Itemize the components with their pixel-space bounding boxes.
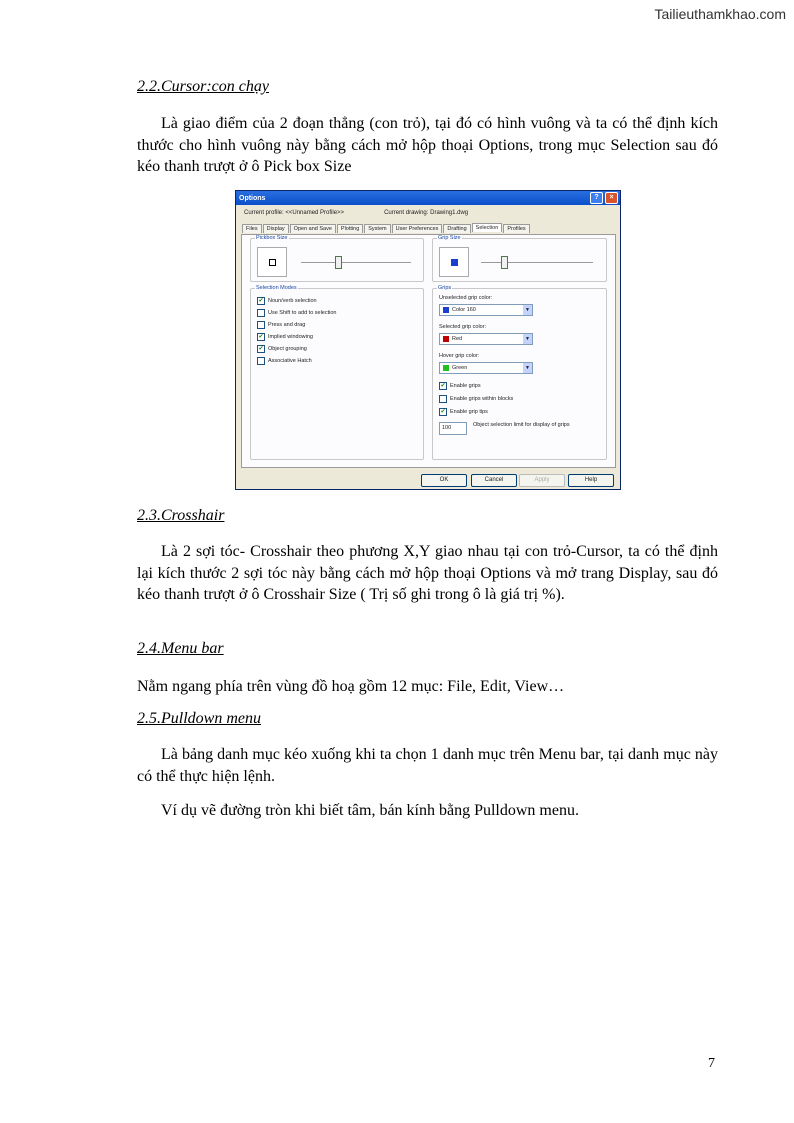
chevron-down-icon[interactable]: ▼ xyxy=(523,334,532,344)
chevron-down-icon[interactable]: ▼ xyxy=(523,305,532,315)
pickbox-square-icon xyxy=(269,259,276,266)
grip-limit-label: Object selection limit for display of grips xyxy=(473,422,570,428)
selected-color-select[interactable]: Red ▼ xyxy=(439,333,533,345)
gripsize-group xyxy=(432,235,607,282)
checkbox-grips-in-blocks[interactable]: Enable grips within blocks xyxy=(439,395,513,403)
chevron-down-icon[interactable]: ▼ xyxy=(523,363,532,373)
help-icon[interactable]: ? xyxy=(590,192,603,204)
hover-swatch xyxy=(443,365,449,371)
pickbox-preview xyxy=(257,247,287,277)
options-dialog xyxy=(235,190,621,490)
unselected-color-select[interactable]: Color 160 ▼ xyxy=(439,304,533,316)
tab-profiles[interactable]: Profiles xyxy=(503,224,529,233)
heading-pulldown: 2.5.Pulldown menu xyxy=(137,710,261,727)
grip-slider-track[interactable] xyxy=(481,262,593,263)
paragraph-pulldown-2: Ví dụ vẽ đường tròn khi biết tâm, bán kính bằng Pulldown menu. xyxy=(161,802,579,819)
apply-button[interactable]: Apply xyxy=(519,474,565,487)
hover-color-label: Hover grip color: xyxy=(439,353,480,359)
tab-selection[interactable]: Selection xyxy=(472,223,503,232)
dialog-tabs xyxy=(242,224,531,233)
unselected-color-label: Unselected grip color: xyxy=(439,295,493,301)
pickbox-slider-track[interactable] xyxy=(301,262,411,263)
close-icon[interactable]: × xyxy=(605,192,618,204)
paragraph-crosshair: Là 2 sợi tóc- Crosshair theo phương X,Y giao nhau tại con trỏ-Cursor, ta có thể định lại kích thước 2 sợi tóc này bằng cách mở hộp thoại Options và mở trang Display, sau đó kéo thanh trượt ở ô Crosshair Size ( Trị số ghi trong ô là giá trị %). xyxy=(137,543,718,603)
grip-slider-thumb[interactable] xyxy=(501,256,508,269)
tab-files[interactable]: Files xyxy=(242,224,262,233)
checkbox-associative-hatch[interactable]: Associative Hatch xyxy=(257,357,312,365)
grip-limit-input[interactable]: 100 xyxy=(439,422,467,435)
checkbox-enable-grips[interactable]: ✔ Enable grips xyxy=(440,383,481,389)
checkbox-shift-add[interactable]: Use Shift to add to selection xyxy=(257,309,336,317)
tab-user-preferences[interactable]: User Preferences xyxy=(392,224,443,233)
heading-cursor: 2.2.Cursor:con chạy xyxy=(137,78,269,95)
tab-system[interactable]: System xyxy=(364,224,390,233)
cancel-button[interactable]: Cancel xyxy=(471,474,517,487)
paragraph-pulldown-1: Là bảng danh mục kéo xuống khi ta chọn 1 danh mục trên Menu bar, tại danh mục này có thể thực hiện lệnh. xyxy=(137,746,718,785)
tab-plotting[interactable]: Plotting xyxy=(337,224,363,233)
current-profile: Current profile: <<Unnamed Profile>> xyxy=(244,210,345,216)
grip-preview xyxy=(439,247,469,277)
help-button[interactable]: Help xyxy=(568,474,614,487)
heading-crosshair: 2.3.Crosshair xyxy=(137,507,225,524)
pickbox-label: Pickbox Size xyxy=(256,235,288,241)
heading-menubar: 2.4.Menu bar xyxy=(137,640,224,657)
checkbox-press-drag[interactable]: Press and drag xyxy=(257,321,305,329)
tab-display[interactable]: Display xyxy=(263,224,289,233)
dialog-title: Options xyxy=(239,194,266,202)
paragraph-menubar: Nằm ngang phía trên vùng đồ hoạ gồm 12 mục: File, Edit, View… xyxy=(137,678,565,695)
page-number: 7 xyxy=(708,1056,715,1071)
tab-open-save[interactable]: Open and Save xyxy=(290,224,336,233)
selected-color-label: Selected grip color: xyxy=(439,324,487,330)
pickbox-group xyxy=(250,235,424,282)
selected-swatch xyxy=(443,336,449,342)
watermark: Tailieuthamkhao.com xyxy=(654,6,786,22)
dialog-titlebar xyxy=(236,191,620,205)
hover-color-select[interactable]: Green ▼ xyxy=(439,362,533,374)
checkbox-noun-verb[interactable]: ✔ Noun/verb selection xyxy=(258,298,317,304)
grips-label: Grips xyxy=(438,285,452,291)
profile-row xyxy=(244,210,612,216)
gripsize-label: Grip Size xyxy=(438,235,461,241)
grip-square-icon xyxy=(451,259,458,266)
paragraph-cursor: Là giao điểm của 2 đoạn thẳng (con trỏ), tại đó có hình vuông và ta có thể định kích thước cho hình vuông này bằng cách mở hộp thoại Options, trong mục Selection sau đó kéo thanh trượt ở ô Pick box Size xyxy=(137,115,718,175)
checkbox-implied-windowing[interactable]: ✔ Implied windowing xyxy=(258,334,313,340)
checkbox-object-grouping[interactable]: ✔ Object grouping xyxy=(258,346,307,352)
selection-modes-group xyxy=(250,285,424,460)
tab-drafting[interactable]: Drafting xyxy=(443,224,470,233)
unselected-swatch xyxy=(443,307,449,313)
checkbox-grip-tips[interactable]: ✔ Enable grip tips xyxy=(440,409,488,415)
grips-group xyxy=(432,285,607,460)
current-drawing: Current drawing: Drawing1.dwg xyxy=(384,210,469,216)
pickbox-slider-thumb[interactable] xyxy=(335,256,342,269)
selection-modes-label: Selection Modes xyxy=(256,285,297,291)
selection-panel xyxy=(241,234,616,468)
ok-button[interactable]: OK xyxy=(421,474,467,487)
